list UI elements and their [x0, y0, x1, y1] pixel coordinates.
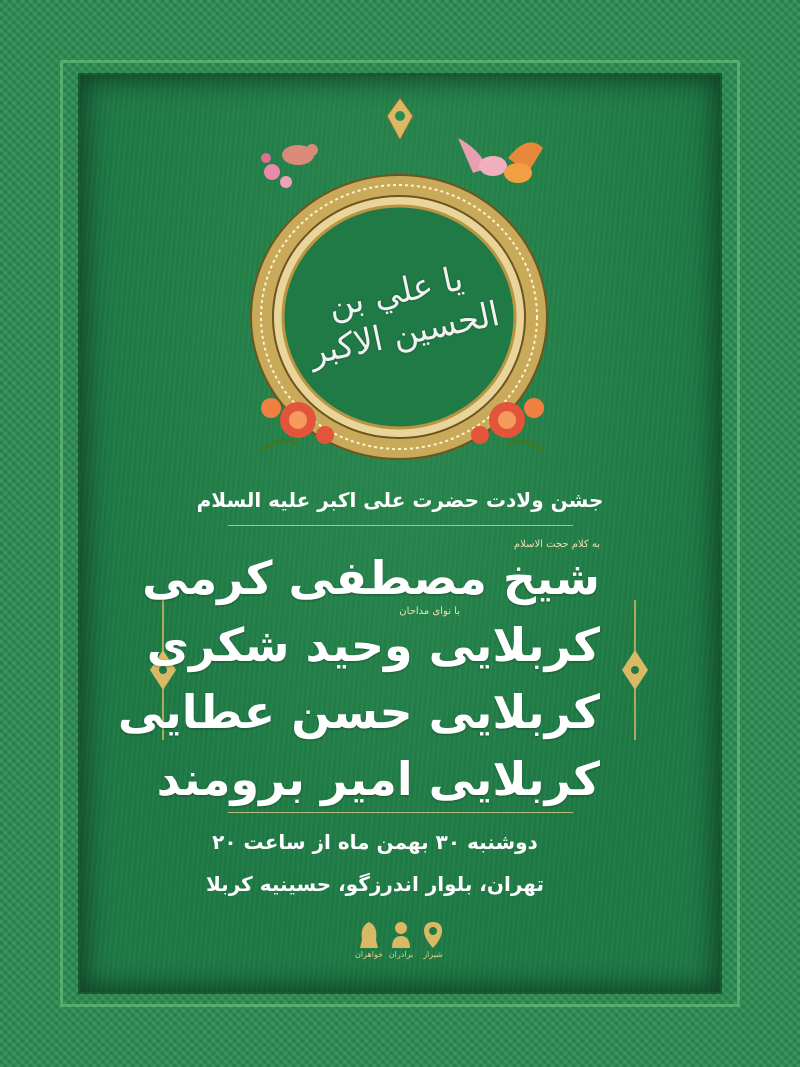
singer-name: کربلایی امیر برومند: [156, 752, 600, 806]
event-title: جشن ولادت حضرت علی اکبر علیه السلام: [196, 488, 604, 512]
birds-icon: [448, 128, 548, 198]
speaker-caption: به کلام حجت الاسلام: [513, 539, 600, 550]
logo-sisters: [356, 920, 382, 982]
logo-shiraz: [420, 920, 446, 982]
event-address: تهران، بلوار اندرزگو، حسینیه کربلا: [206, 872, 544, 896]
name-row: [146, 606, 600, 679]
name-row: [150, 746, 600, 813]
logo-label: شیراز: [423, 950, 443, 959]
finial-ornament-icon: [385, 98, 415, 140]
logo-brothers: [388, 920, 414, 982]
speaker-name: شیخ مصطفی کرمی: [142, 551, 600, 605]
logo-label: برادران: [388, 950, 414, 959]
singer-name: کربلایی حسن عطایی: [117, 685, 600, 739]
sponsor-logos: [355, 920, 447, 982]
location-pin-icon: [422, 920, 444, 950]
divider-top: [228, 525, 573, 526]
flowers-right-icon: [462, 380, 552, 460]
singers-caption: با نوای مداحان: [399, 606, 460, 617]
side-ornament-right-icon: [620, 600, 650, 740]
logo-label: خواهران: [354, 950, 384, 959]
bird-flowers-icon: [258, 130, 328, 190]
event-date: دوشنبه ۳۰ بهمن ماه از ساعت ۲۰: [212, 830, 538, 854]
name-row: [117, 679, 600, 746]
woman-icon: [358, 920, 380, 950]
name-row: [142, 539, 600, 612]
calligraphy-text: يا علي بن الحسين الاكبر: [305, 258, 503, 374]
singer-name: کربلایی وحید شکری: [146, 618, 600, 672]
names-list: [117, 539, 600, 813]
man-icon: [390, 920, 412, 950]
divider-bottom: [228, 812, 573, 813]
flowers-left-icon: [253, 380, 343, 460]
